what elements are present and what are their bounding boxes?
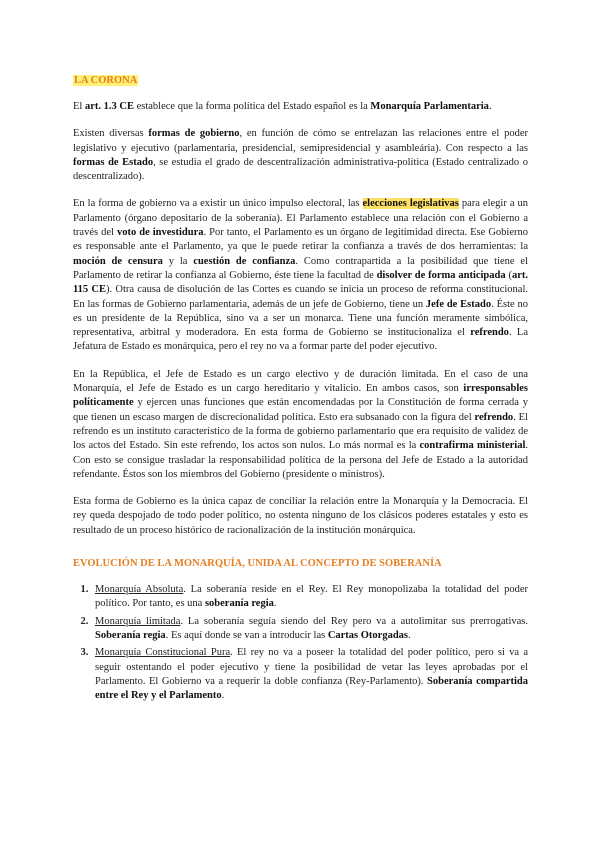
key-term: contrafirma ministerial xyxy=(419,440,526,452)
document-body xyxy=(73,70,528,706)
paragraph-republic: En la República, el Jefe de Estado es un cargo electivo y de duración limitada. En el caso de una Monarquía, el Jefe de Estado es un cargo hereditario y vitalicio. En ambos casos, son irresponsables políticamente y ejercen unas funciones que están encomendadas por la Constitución de forma cerrada y que tienen un escaso margen de discrecionalidad política. Esto era subsanado con la figura del refrendo. El refrendo es un instituto característico de la forma de gobierno parlamentario que era requisito de validez de los actos del Estado. Sin este refrendo, los actos son nulos. Lo más normal es la contrafirma ministerial. Con esto se consigue trasladar la responsabilidad política de la persona del Jefe de Estado a la autoridad refendante. Éstos son los miembros del Gobierno (presidente o ministros). xyxy=(73,368,529,480)
intro-paragraph: El art. 1.3 CE establece que la forma política del Estado español es la Monarquía Parlamentaria. xyxy=(73,101,492,112)
key-term: soberanía regia xyxy=(204,598,274,610)
key-term: formas de Estado xyxy=(73,156,154,168)
paragraph-forms: Existen diversas formas de gobierno, en función de cómo se entrelazan las relaciones entre el poder legislativo y ejecutivo (parlamentaria, presidencial, semipresidencial y asambleária). Con respecto a las formas de Estado, se estudia el grado de descentralización administrativa-política (Estado centralizado o descentralizado). xyxy=(73,128,529,183)
paragraph-government: En la forma de gobierno va a existir un único impulso electoral, las elecciones legislativas para elegir a un Parlamento (órgano depositario de la soberanía). El Parlamento establece una relación con el Gobierno a través del voto de investidura. Por tanto, el Parlamento es un órgano de legitimidad directa. Ese Gobierno es responsable ante el Parlamento, ya que le puede retirar la confianza a través de dos herramientas: la moción de censura y la cuestión de confianza. Como contrapartida a la posibilidad que tiene el Parlamento de retirar la confianza al Gobierno, éste tiene la facultad de disolver de forma anticipada (art. 115 CE). Otra causa de disolución de las Cortes es cuando se inicia un proceso de reforma constitucional. En las formas de Gobierno parlamentaria, además de un jefe de Gobierno, tiene un Jefe de Estado. Éste no es un presidente de la República, sino va a ser un monarca. Tiene una función meramente simbólica, representativa, arbitral y moderadora. En esta forma de Gobierno se institucionaliza el refrendo. La Jefatura de Estado es monárquica, pero el rey no va a formar parte del poder ejecutivo. xyxy=(73,198,529,353)
paragraph-conclusion: Esta forma de Gobierno es la única capaz de conciliar la relación entre la Monarquía y la Democracia. El rey queda despojado de todo poder político, no ostenta ninguno de los clásicos poderes estatales y esto es resultado de un proceso histórico de racionalización de la institución monárquica. xyxy=(73,496,528,536)
key-term: Soberanía compartida entre el Rey y el Parlamento xyxy=(95,675,528,702)
key-term: disolver de forma anticipada xyxy=(376,269,506,281)
section-title: EVOLUCIÓN DE LA MONARQUÍA, UNIDA AL CONCEPTO DE SOBERANÍA xyxy=(73,558,442,570)
key-term: irresponsables políticamente xyxy=(73,383,528,409)
article-reference: art. 115 CE xyxy=(73,269,528,296)
list-item: 3. Monarquía Constitucional Pura. El rey no va a poseer la totalidad del poder político, pero si va a seguir ostentando el poder ejecutivo y tiene la posibilidad de vetar las leyes aprobadas por el Parlamento. El Gobierno va a requerir la doble confianza (Rey-Parlamento). Soberanía compartida entre el Rey y el Parlamento. xyxy=(91,646,528,703)
key-term-highlighted: elecciones legislativas xyxy=(362,198,459,210)
article-reference: art. 1.3 CE xyxy=(84,101,134,112)
key-term: Jefe de Estado xyxy=(425,298,492,310)
evolution-list xyxy=(73,583,528,703)
key-term: moción de censura xyxy=(73,255,163,267)
list-item-title: Monarquía Absoluta xyxy=(95,584,184,596)
list-item: 2. Monarquía limitada. La soberanía seguía siendo del Rey pero va a autolimitar sus prerrogativas. Soberanía regia. Es aquí donde se van a introducir las Cartas Otorgadas. xyxy=(91,615,528,644)
list-item-title: Monarquía Constitucional Pura xyxy=(95,647,231,659)
key-term: refrendo xyxy=(474,411,514,423)
key-term: cuestión de confianza xyxy=(193,255,296,267)
key-term: refrendo xyxy=(470,327,509,339)
key-term: formas de gobierno xyxy=(148,128,240,140)
key-term: Cartas Otorgadas xyxy=(327,629,409,641)
key-term: voto de investidura xyxy=(116,227,204,239)
list-item-title: Monarquía limitada xyxy=(95,615,181,627)
key-term: Monarquía Parlamentaria xyxy=(370,101,489,112)
page-title: LA CORONA xyxy=(74,75,138,86)
key-term: Soberanía regia xyxy=(95,629,166,641)
list-item: 1. Monarquía Absoluta. La soberanía reside en el Rey. El Rey monopolizaba la totalidad del poder político. Por tanto, es una soberanía regia. xyxy=(91,583,528,612)
